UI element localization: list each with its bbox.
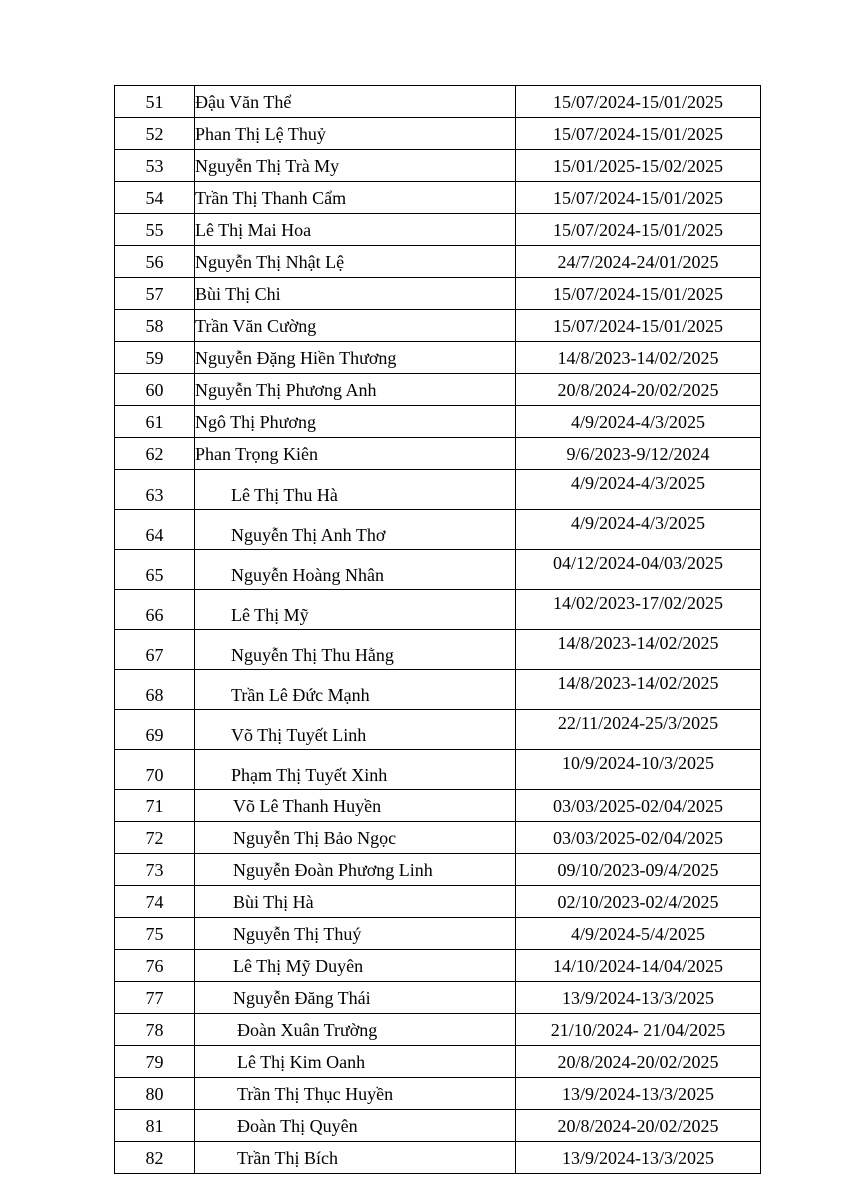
date-range: 21/10/2024- 21/04/2025 — [516, 1014, 761, 1046]
date-range: 15/07/2024-15/01/2025 — [516, 278, 761, 310]
person-name: Võ Lê Thanh Huyền — [195, 790, 516, 822]
person-name: Phan Thị Lệ Thuỷ — [195, 118, 516, 150]
person-name: Đậu Văn Thể — [195, 86, 516, 118]
person-name: Nguyễn Hoàng Nhân — [195, 550, 516, 590]
roster-table — [114, 85, 761, 1174]
table-row — [115, 86, 761, 118]
person-name: Bùi Thị Hà — [195, 886, 516, 918]
row-number: 80 — [115, 1078, 195, 1110]
row-number: 66 — [115, 590, 195, 630]
person-name: Nguyễn Thị Anh Thơ — [195, 510, 516, 550]
date-range: 15/07/2024-15/01/2025 — [516, 86, 761, 118]
table-row — [115, 854, 761, 886]
row-number: 54 — [115, 182, 195, 214]
table-row — [115, 710, 761, 750]
row-number: 68 — [115, 670, 195, 710]
person-name: Trần Thị Thục Huyền — [195, 1078, 516, 1110]
person-name: Nguyễn Thị Trà My — [195, 150, 516, 182]
date-range: 9/6/2023-9/12/2024 — [516, 438, 761, 470]
date-range: 4/9/2024-5/4/2025 — [516, 918, 761, 950]
row-number: 63 — [115, 470, 195, 510]
person-name: Phạm Thị Tuyết Xinh — [195, 750, 516, 790]
table-row — [115, 1110, 761, 1142]
table-row — [115, 750, 761, 790]
table-row — [115, 406, 761, 438]
row-number: 82 — [115, 1142, 195, 1174]
date-range: 14/02/2023-17/02/2025 — [516, 590, 761, 630]
person-name: Đoàn Thị Quyên — [195, 1110, 516, 1142]
roster-table-body — [115, 86, 761, 1174]
row-number: 69 — [115, 710, 195, 750]
table-row — [115, 822, 761, 854]
person-name: Lê Thị Mai Hoa — [195, 214, 516, 246]
date-range: 15/01/2025-15/02/2025 — [516, 150, 761, 182]
person-name: Nguyễn Thị Nhật Lệ — [195, 246, 516, 278]
table-row — [115, 374, 761, 406]
table-row — [115, 438, 761, 470]
date-range: 4/9/2024-4/3/2025 — [516, 510, 761, 550]
date-range: 20/8/2024-20/02/2025 — [516, 1046, 761, 1078]
row-number: 58 — [115, 310, 195, 342]
row-number: 73 — [115, 854, 195, 886]
person-name: Ngô Thị Phương — [195, 406, 516, 438]
row-number: 67 — [115, 630, 195, 670]
person-name: Lê Thị Thu Hà — [195, 470, 516, 510]
table-row — [115, 982, 761, 1014]
date-range: 13/9/2024-13/3/2025 — [516, 1142, 761, 1174]
row-number: 74 — [115, 886, 195, 918]
row-number: 51 — [115, 86, 195, 118]
date-range: 09/10/2023-09/4/2025 — [516, 854, 761, 886]
date-range: 02/10/2023-02/4/2025 — [516, 886, 761, 918]
date-range: 24/7/2024-24/01/2025 — [516, 246, 761, 278]
table-row — [115, 470, 761, 510]
person-name: Lê Thị Kim Oanh — [195, 1046, 516, 1078]
row-number: 53 — [115, 150, 195, 182]
table-row — [115, 214, 761, 246]
table-row — [115, 1142, 761, 1174]
table-row — [115, 150, 761, 182]
person-name: Nguyễn Đăng Thái — [195, 982, 516, 1014]
date-range: 10/9/2024-10/3/2025 — [516, 750, 761, 790]
table-row — [115, 790, 761, 822]
date-range: 13/9/2024-13/3/2025 — [516, 982, 761, 1014]
date-range: 13/9/2024-13/3/2025 — [516, 1078, 761, 1110]
row-number: 78 — [115, 1014, 195, 1046]
row-number: 70 — [115, 750, 195, 790]
person-name: Lê Thị Mỹ — [195, 590, 516, 630]
row-number: 77 — [115, 982, 195, 1014]
person-name: Nguyễn Thị Thu Hằng — [195, 630, 516, 670]
row-number: 59 — [115, 342, 195, 374]
date-range: 14/8/2023-14/02/2025 — [516, 342, 761, 374]
date-range: 4/9/2024-4/3/2025 — [516, 406, 761, 438]
table-row — [115, 630, 761, 670]
row-number: 57 — [115, 278, 195, 310]
date-range: 03/03/2025-02/04/2025 — [516, 790, 761, 822]
row-number: 71 — [115, 790, 195, 822]
person-name: Nguyễn Thị Phương Anh — [195, 374, 516, 406]
table-row — [115, 1014, 761, 1046]
row-number: 52 — [115, 118, 195, 150]
table-row — [115, 246, 761, 278]
date-range: 4/9/2024-4/3/2025 — [516, 470, 761, 510]
date-range: 03/03/2025-02/04/2025 — [516, 822, 761, 854]
table-row — [115, 1046, 761, 1078]
row-number: 61 — [115, 406, 195, 438]
table-row — [115, 950, 761, 982]
row-number: 72 — [115, 822, 195, 854]
row-number: 76 — [115, 950, 195, 982]
row-number: 62 — [115, 438, 195, 470]
table-row — [115, 278, 761, 310]
date-range: 14/8/2023-14/02/2025 — [516, 670, 761, 710]
person-name: Phan Trọng Kiên — [195, 438, 516, 470]
person-name: Nguyễn Thị Thuý — [195, 918, 516, 950]
table-row — [115, 550, 761, 590]
row-number: 75 — [115, 918, 195, 950]
table-row — [115, 590, 761, 630]
date-range: 15/07/2024-15/01/2025 — [516, 118, 761, 150]
person-name: Trần Thị Bích — [195, 1142, 516, 1174]
row-number: 55 — [115, 214, 195, 246]
person-name: Võ Thị Tuyết Linh — [195, 710, 516, 750]
table-row — [115, 510, 761, 550]
table-row — [115, 118, 761, 150]
table-row — [115, 1078, 761, 1110]
row-number: 79 — [115, 1046, 195, 1078]
person-name: Nguyễn Đặng Hiền Thương — [195, 342, 516, 374]
date-range: 15/07/2024-15/01/2025 — [516, 310, 761, 342]
row-number: 64 — [115, 510, 195, 550]
date-range: 20/8/2024-20/02/2025 — [516, 374, 761, 406]
table-row — [115, 670, 761, 710]
person-name: Đoàn Xuân Trường — [195, 1014, 516, 1046]
person-name: Nguyễn Đoàn Phương Linh — [195, 854, 516, 886]
date-range: 22/11/2024-25/3/2025 — [516, 710, 761, 750]
person-name: Trần Thị Thanh Cẩm — [195, 182, 516, 214]
person-name: Bùi Thị Chi — [195, 278, 516, 310]
table-row — [115, 310, 761, 342]
person-name: Trần Văn Cường — [195, 310, 516, 342]
date-range: 15/07/2024-15/01/2025 — [516, 214, 761, 246]
person-name: Lê Thị Mỹ Duyên — [195, 950, 516, 982]
table-row — [115, 182, 761, 214]
table-row — [115, 342, 761, 374]
table-row — [115, 886, 761, 918]
date-range: 14/10/2024-14/04/2025 — [516, 950, 761, 982]
row-number: 81 — [115, 1110, 195, 1142]
person-name: Nguyễn Thị Bảo Ngọc — [195, 822, 516, 854]
table-row — [115, 918, 761, 950]
date-range: 14/8/2023-14/02/2025 — [516, 630, 761, 670]
row-number: 60 — [115, 374, 195, 406]
person-name: Trần Lê Đức Mạnh — [195, 670, 516, 710]
date-range: 15/07/2024-15/01/2025 — [516, 182, 761, 214]
date-range: 20/8/2024-20/02/2025 — [516, 1110, 761, 1142]
row-number: 65 — [115, 550, 195, 590]
date-range: 04/12/2024-04/03/2025 — [516, 550, 761, 590]
row-number: 56 — [115, 246, 195, 278]
